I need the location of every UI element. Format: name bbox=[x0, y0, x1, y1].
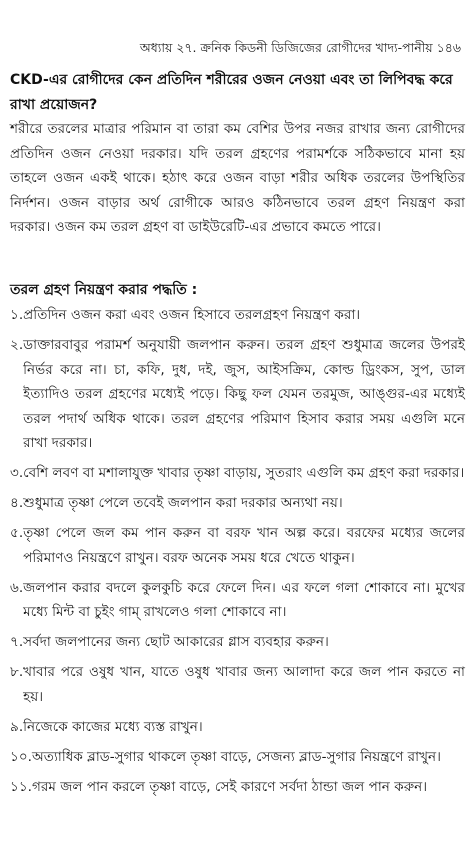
methods-list bbox=[10, 303, 465, 805]
page-number: ১৪৬ bbox=[436, 40, 461, 55]
list-item bbox=[10, 630, 465, 655]
list-item bbox=[10, 521, 465, 570]
list-item bbox=[10, 303, 465, 328]
list-item-text: তৃষ্ণা পেলে জল কম পান করুন বা বরফ খান অল্প করে। বরফের মধ্যের জলের পরিমাণও নিয়ন্ত্রণে রাখুন। বরফ অনেক সময় ধরে খেতে থাকুন। bbox=[23, 525, 465, 566]
list-item bbox=[10, 715, 465, 740]
list-item-text: ডাক্তারবাবুর পরামর্শ অনুযায়ী জলপান করুন। তরল গ্রহণ শুধুমাত্র জলের উপরই নির্ভর করে না। চা, কফি, দুধ, দই, জুস, আইসক্রিম, কোল্ড ড্রিংকস, সুপ, ডাল ইত্যাদিও তরল গ্রহণের মধ্যেই পড়ে। কিছু ফল যেমন তরমুজ, আঙ্গুর-এর মধ্যেই তরল পদার্থ অধিক থাকে। তরল গ্রহণের পরিমাণ হিসাব করার সময় এগুলি মনে রাখা দরকার। bbox=[23, 337, 465, 451]
list-item bbox=[10, 745, 465, 770]
list-item-number: ১১. bbox=[10, 778, 32, 795]
list-item-number: ৫. bbox=[10, 525, 24, 541]
list-item-text: সর্বদা জলপানের জন্য ছোট আকারের গ্লাস ব্যবহার করুন। bbox=[23, 634, 329, 650]
running-header bbox=[140, 40, 461, 56]
list-item-text: অত্যাধিক ব্লাড-সুগার থাকলে তৃষ্ণা বাড়ে, সেজন্য ব্লাড-সুগার নিয়ন্ত্রণে রাখুন। bbox=[31, 748, 441, 765]
list-item-number: ৯. bbox=[10, 718, 24, 735]
list-item bbox=[10, 660, 465, 709]
list-item-text: খাবার পরে ওষুধ খান, যাতে ওষুধ খাবার জন্য আলাদা করে জল পান করতে না হয়। bbox=[23, 664, 465, 705]
list-item-text: নিজেকে কাজের মধ্যে ব্যস্ত রাখুন। bbox=[23, 718, 203, 735]
list-item bbox=[10, 576, 465, 625]
list-item-number: ১০. bbox=[10, 748, 32, 765]
list-item bbox=[10, 461, 465, 486]
list-item bbox=[10, 333, 465, 456]
list-item-number: ২. bbox=[10, 337, 24, 353]
list-item-number: ৩. bbox=[10, 465, 24, 481]
list-item-text: প্রতিদিন ওজন করা এবং ওজন হিসাবে তরলগ্রহণ নিয়ন্ত্রণ করা। bbox=[23, 307, 361, 323]
list-item-text: বেশি লবণ বা মশালাযুক্ত খাবার তৃষ্ণা বাড়ায়, সুতরাং এগুলি কম গ্রহণ করা দরকার। bbox=[23, 465, 465, 481]
list-item bbox=[10, 775, 465, 800]
list-item-number: ৪. bbox=[10, 495, 24, 511]
list-item-number: ৮. bbox=[10, 664, 24, 680]
list-item-text: গরম জল পান করলে তৃষ্ণা বাড়ে, সেই কারণে সর্বদা ঠান্ডা জল পান করুন। bbox=[31, 778, 428, 795]
list-item-text: শুধুমাত্র তৃষ্ণা পেলে তবেই জলপান করা দরকার অন্যথা নয়। bbox=[23, 495, 343, 511]
list-item-number: ১. bbox=[10, 307, 24, 323]
question-heading: CKD-এর রোগীদের কেন প্রতিদিন শরীরের ওজন নেওয়া এবং তা লিপিবদ্ধ করে রাখা প্রয়োজন? bbox=[10, 72, 453, 113]
list-item-text: জলপান করার বদলে কুলকুচি করে ফেলে দিন। এর ফলে গলা শোকাবে না। মুখের মধ্যে মিন্ট বা চুইং গাম্ রাখলেও গলা শোকাবে না। bbox=[23, 579, 465, 620]
list-item bbox=[10, 491, 465, 516]
methods-heading: তরল গ্রহণ নিয়ন্ত্রণ করার পদ্ধতি : bbox=[10, 282, 198, 298]
list-item-number: ৭. bbox=[10, 634, 24, 650]
answer-paragraph: শরীরে তরলের মাত্রার পরিমান বা তারা কম বেশির উপর নজর রাখার জন্য রোগীদের প্রতিদিন ওজন নেওয়া দরকার। যদি তরল গ্রহণের পরামর্শকে সঠিকভাবে মানা হয় তাহলে ওজন একই থাকে। হঠাৎ করে ওজন বাড়া শরীর অধিক তরলের উপস্থিতির নির্দশন। ওজন বাড়ার অর্থ রোগীকে আরও কঠিনভাবে তরল গ্রহণ নিয়ন্ত্রণ করা দরকার। ওজন কম তরল গ্রহণ বা ডাইউরেটি-এর প্রভাবে কমতে পারে। bbox=[10, 121, 465, 235]
running-title: অধ্যায় ২৭. ক্রনিক কিডনী ডিজিজের রোগীদের খাদ্য-পানীয় bbox=[139, 40, 433, 55]
list-item-number: ৬. bbox=[10, 579, 24, 596]
